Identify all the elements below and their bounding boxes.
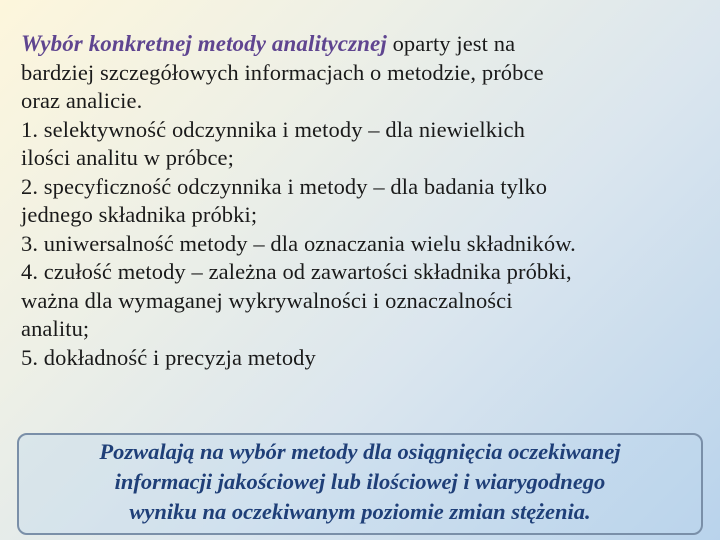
intro-line: bardziej szczegółowych informacjach o metodzie, próbce	[21, 59, 544, 85]
summary-text	[17, 437, 703, 527]
criterion-line: 4. czułość metody – zależna od zawartości składnika próbki,	[21, 259, 572, 284]
criterion-line: jednego składnika próbki;	[21, 202, 258, 227]
intro-first-line	[21, 30, 711, 59]
intro-emphasis: Wybór konkretnej metody analitycznej	[21, 31, 387, 56]
criterion-line: 2. specyficzność odczynnika i metody – dla badania tylko	[21, 173, 548, 199]
summary-line: informacji jakościowej lub ilościowej i wiarygodnego	[114, 469, 606, 494]
criterion-line: ilości analitu w próbce;	[21, 145, 234, 170]
criterion-line: 3. uniwersalność metody – dla oznaczania wielu składników.	[21, 230, 576, 256]
slide-body	[21, 30, 711, 372]
criterion-line: ważna dla wymaganej wykrywalności i oznaczalności	[21, 287, 513, 313]
criterion-line: 5. dokładność i precyzja metody	[21, 344, 316, 370]
summary-line: Pozwalają na wybór metody dla osiągnięcia oczekiwanej	[99, 439, 621, 464]
intro-rest: oparty jest na	[386, 31, 516, 56]
criterion-line: 1. selektywność odczynnika i metody – dla niewielkich	[21, 116, 525, 142]
summary-line: wyniku na oczekiwanym poziomie zmian stężenia.	[129, 499, 591, 524]
intro-line: oraz analicie.	[21, 88, 143, 113]
criterion-line: analitu;	[21, 316, 90, 341]
